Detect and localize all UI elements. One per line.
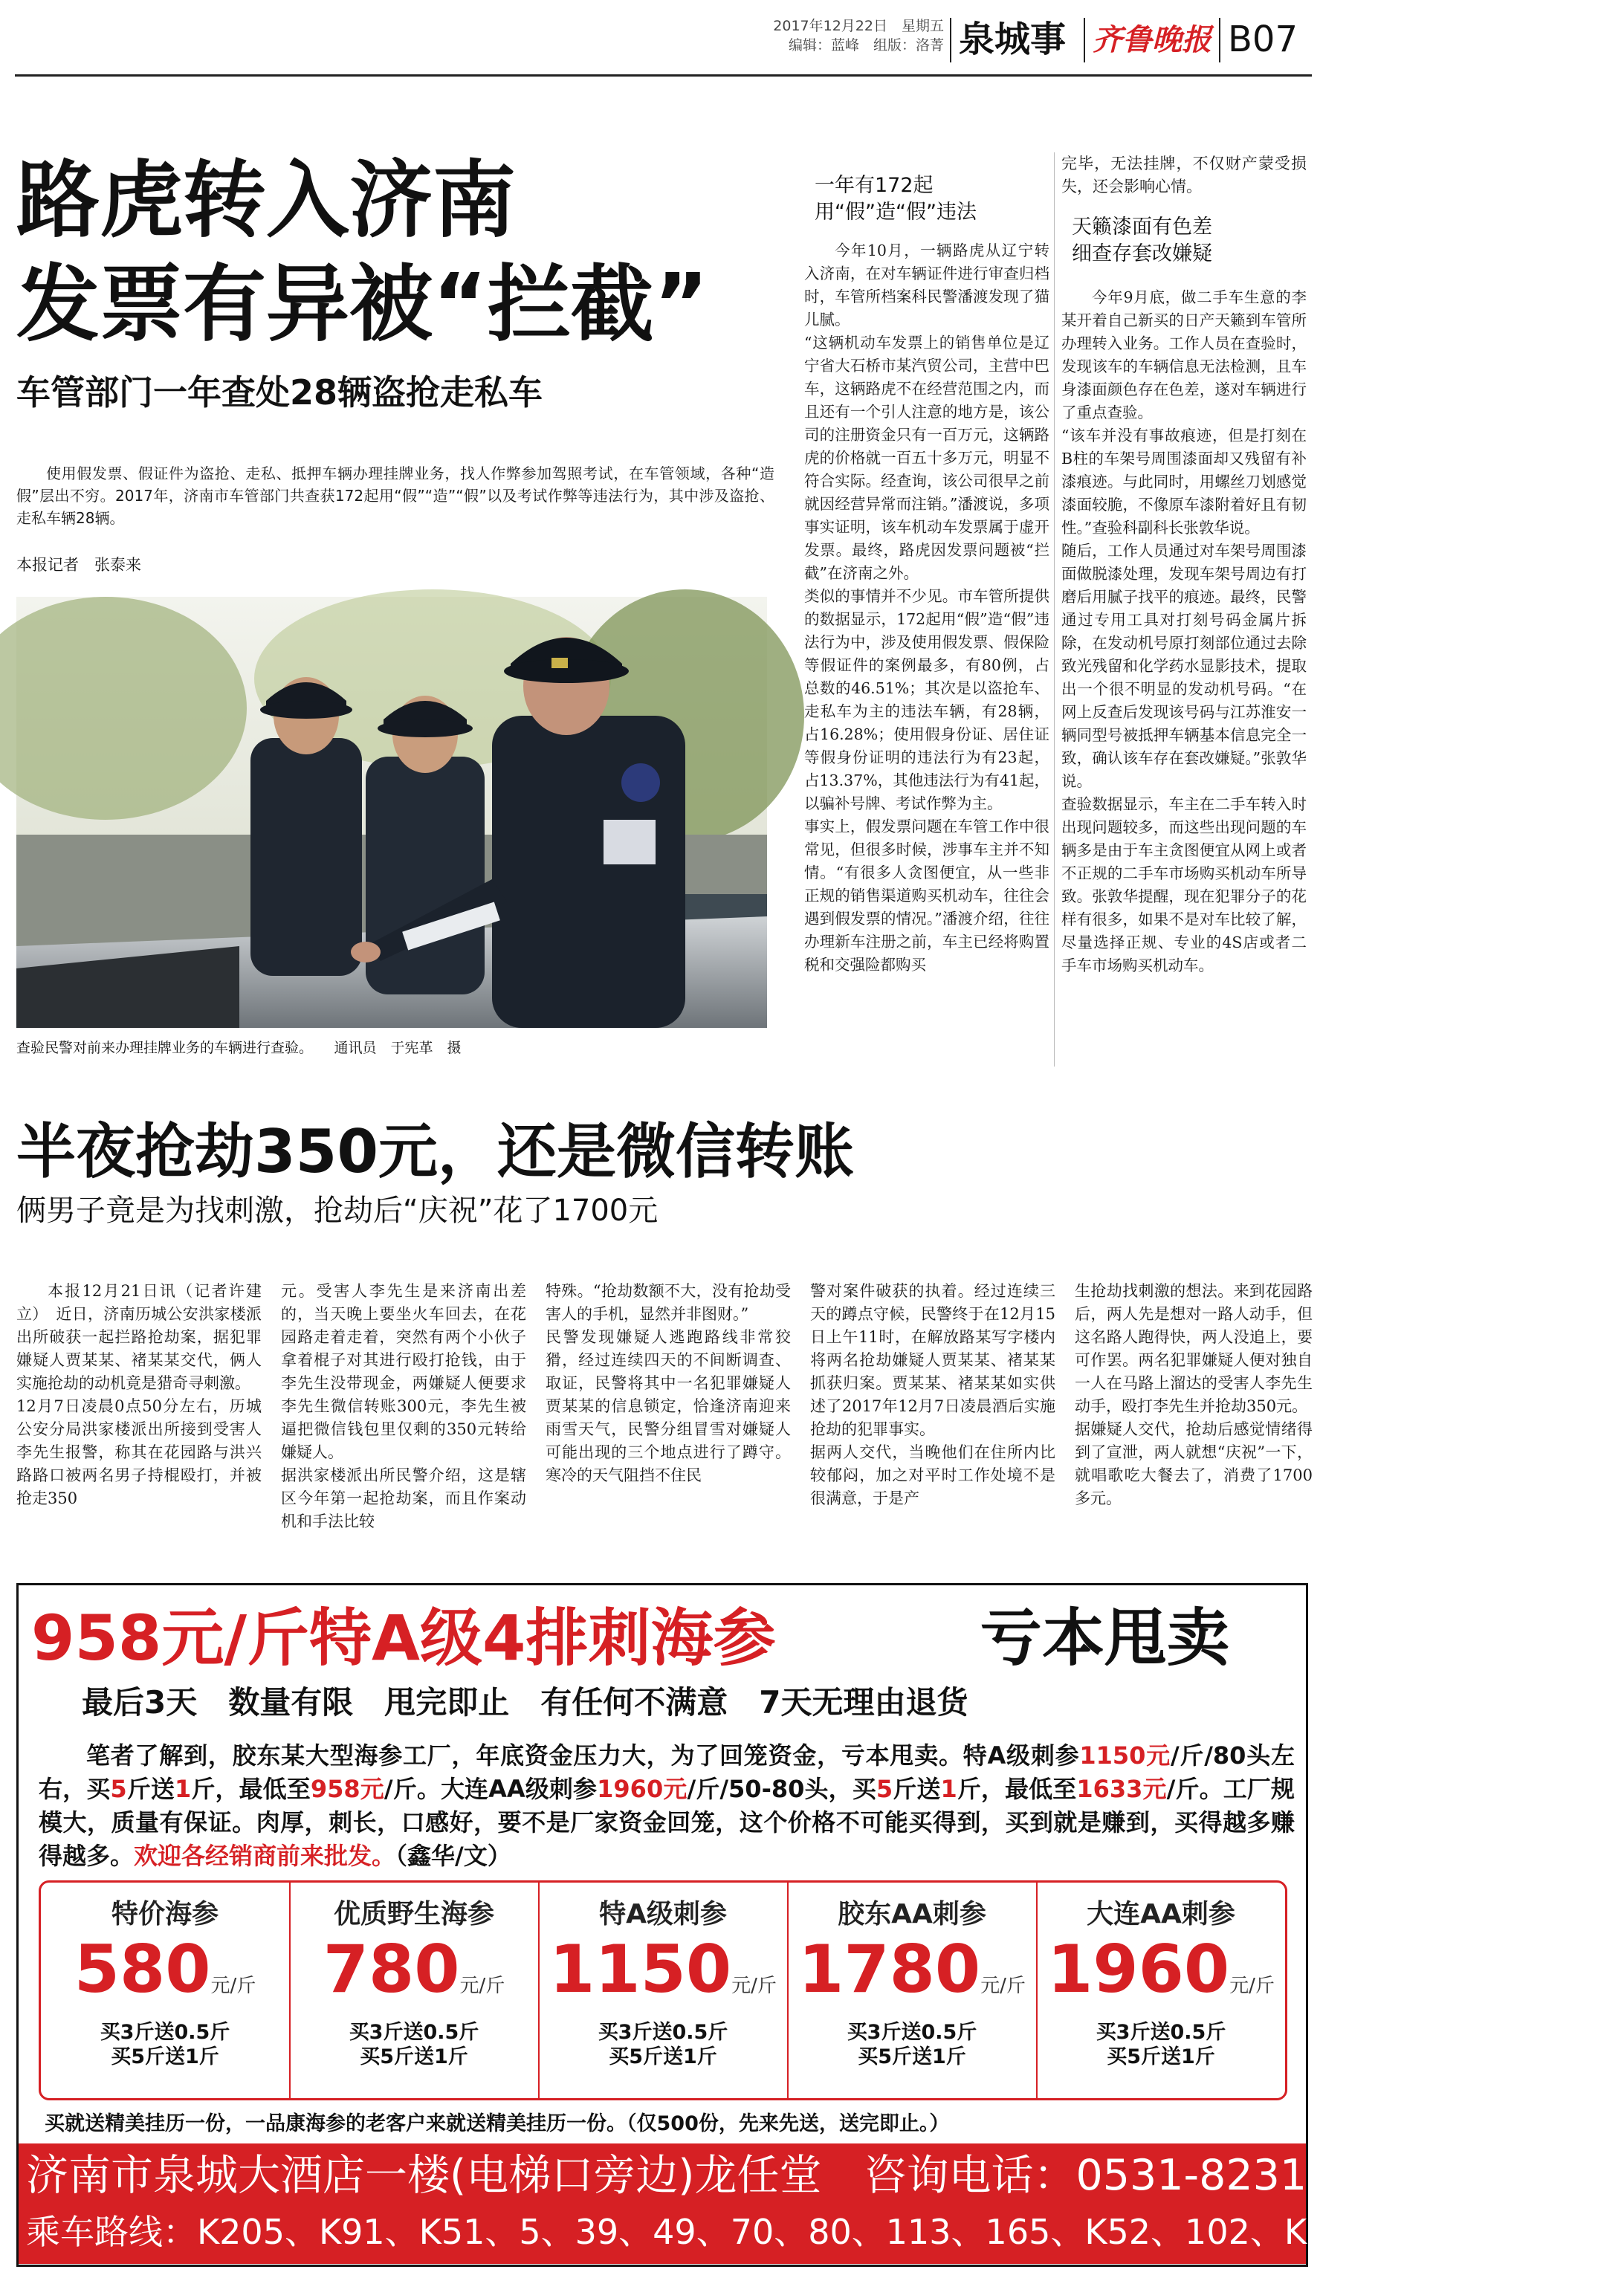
product-name: 特价海参 xyxy=(111,1899,219,1929)
article1-subhead1: 一年有172起 用“假”造“假”违法 xyxy=(815,174,977,224)
section-name: 泉城事 xyxy=(959,19,1067,60)
ad-body: 笔者了解到，胶东某大型海参工厂，年底资金压力大，为了回笼资金，亏本甩卖。特A级刺参1150元/斤/80头左右，买5斤送1斤，最低至958元/斤。大连AA级刺参1960元/斤/50-80头，买5斤送1斤，最低至1633元/斤。工厂规模大，质量有保证。肉厚，刺长，口感好，要不是厂家资金回笼，这个价格不可能买得到，买到就是赚到，买得越多赚得越多。欢迎各经销商前来批发。（鑫华/文） xyxy=(39,1741,1295,1870)
product-price: 580元/斤 xyxy=(74,1931,256,2007)
promo-line: 买3斤送0.5斤 xyxy=(598,2021,728,2044)
article1-body-col1: 今年10月，一辆路虎从辽宁转入济南，在对车辆证件进行审查归档时，车管所档案科民警潘渡发现了猫儿腻。 “这辆机动车发票上的销售单位是辽宁省大石桥市某汽贸公司，主营中巴车，这辆路虎不在经营范围之内，而且还有一个引人注意的地方是，该公司的注册资金只有一百万元，这辆路虎的价格就一百五十多万元，明显不符合实际。经查询，该公司很早之前就因经营异常而注销。”潘渡说，多项事实证明，该车机动车发票属于虚开发票。最终，路虎因发票问题被“拦截”在济南之外。 类似的事情并不少见。市车管所提供的数据显示，172起用“假”造“假”违法行为中，涉及使用假发票、假保险等假证件的案例最多，有80例，占总数的46.51%；其次是以盗抢车、走私车为主的违法车辆，有28辆，占16.28%；使用假身份证、居住证等假身份证明的违法行为有23起，占13.37%，其他违法行为有41起，以骗补号牌、考试作弊为主。 事实上，假发票问题在车管工作中很常见，但很多时候，涉事车主并不知情。“有很多人贪图便宜，从一些非正规的销售渠道购买机动车，往往会遇到假发票的情况。”潘渡介绍，往往办理新车注册之前，车主已经将购置税和交强险都购买 xyxy=(804,242,1049,974)
price-cell xyxy=(290,1883,540,2098)
product-name: 大连AA刺参 xyxy=(1087,1899,1235,1929)
promo-line: 买5斤送1斤 xyxy=(111,2045,219,2068)
price-table xyxy=(39,1880,1287,2100)
article2-title: 半夜抢劫350元，还是微信转账 xyxy=(16,1117,854,1186)
header-rule xyxy=(15,74,1312,77)
price-cell xyxy=(1037,1883,1285,2098)
header-divider xyxy=(1219,18,1220,62)
product-price: 1960元/斤 xyxy=(1047,1931,1275,2007)
article1-lead: 使用假发票、假证件为盗抢、走私、抵押车辆办理挂牌业务，找人作弊参加驾照考试，在车管领域，各种“造假”层出不穷。2017年，济南市车管部门共查获172起用“假”“造”“假”以及考试作弊等违法行为，其中涉及盗抢、走私车辆28辆。 xyxy=(16,465,774,527)
promo-line: 买3斤送0.5斤 xyxy=(847,2021,977,2044)
article2-body-col2: 元。受害人李先生是来济南出差的，当天晚上要坐火车回去，在花园路走着走着，突然有两个小伙子拿着棍子对其进行殴打抢钱，由于李先生没带现金，两嫌疑人便要求李先生微信转账300元，李先生被逼把微信钱包里仅剩的350元转给嫌疑人。 据洪家楼派出所民警介绍，这是辖区今年第一起抢劫案，而且作案动机和手法比较 xyxy=(281,1282,526,1530)
ad-headline-right: 亏本甩卖 xyxy=(980,1602,1230,1674)
ad-bus-routes: 乘车路线：K205、K91、K51、5、39、49、70、80、113、165、K52、102、K96到银座商城下车。 xyxy=(26,2212,1624,2252)
page-number: B07 xyxy=(1228,19,1298,60)
article2-body-col3: 特殊。“抢劫数额不大，没有抢劫受害人的手机，显然并非图财。” 民警发现嫌疑人逃跑路线非常狡猾，经过连续四天的不间断调查、取证，民警将其中一名犯罪嫌疑人贾某某的信息锁定，恰逢济南迎来雨雪天气，民警分组冒雪对嫌疑人可能出现的三个地点进行了蹲守。寒冷的天气阻挡不住民 xyxy=(546,1282,791,1484)
promo-line: 买3斤送0.5斤 xyxy=(100,2021,230,2044)
promo-line: 买5斤送1斤 xyxy=(1107,2045,1215,2068)
price-cell xyxy=(41,1883,291,2098)
product-price: 780元/斤 xyxy=(323,1931,505,2007)
police-inspection-photo xyxy=(16,597,767,1028)
product-name: 胶东AA刺参 xyxy=(838,1899,986,1929)
promo-line: 买3斤送0.5斤 xyxy=(349,2021,479,2044)
article2-body-col4: 警对案件破获的执着。经过连续三天的蹲点守候，民警终于在12月15日上午11时，在解放路某写字楼内将两名抢劫嫌疑人贾某某、褚某某抓获归案。贾某某、褚某某如实供述了2017年12月7日凌晨酒后实施抢劫的犯罪事实。 据两人交代，当晚他们在住所内比较郁闷，加之对平时工作处境不是很满意，于是产 xyxy=(810,1282,1055,1507)
article1-title-line1: 路虎转入济南 xyxy=(16,152,516,249)
article2-body-col5: 生抢劫找刺激的想法。来到花园路后，两人先是想对一路人动手，但这名路人跑得快，两人没追上，要可作罢。两名犯罪嫌疑人便对独自一人在马路上溜达的受害人李先生动手，殴打李先生并抢劫350元。 据嫌疑人交代，抢劫后感觉情绪得到了宣泄，两人就想“庆祝”一下，就唱歌吃大餐去了，消费了1700多元。 xyxy=(1075,1282,1313,1507)
product-price: 1780元/斤 xyxy=(798,1931,1026,2007)
promo-line: 买5斤送1斤 xyxy=(360,2045,468,2068)
column-divider xyxy=(1054,152,1055,1067)
price-cell xyxy=(788,1883,1038,2098)
ad-tagline: 最后3天 数量有限 甩完即止 有任何不满意 7天无理由退货 xyxy=(82,1684,968,1721)
article2-subtitle: 俩男子竟是为找刺激，抢劫后“庆祝”花了1700元 xyxy=(16,1194,659,1228)
article2-body-col1: 本报12月21日讯（记者许建立） 近日，济南历城公安洪家楼派出所破获一起拦路抢劫案，据犯罪嫌疑人贾某某、褚某某交代，俩人实施抢劫的动机竟是猎奇寻刺激。 12月7日凌晨0点50分左右，历城公安分局洪家楼派出所接到受害人李先生报警，称其在花园路与洪兴路路口被两名男子持棍殴打，并被抢走350 xyxy=(16,1282,262,1507)
promo-line: 买3斤送0.5斤 xyxy=(1096,2021,1226,2044)
article1-title-line2: 发票有异被“拦截” xyxy=(16,256,709,353)
article1-byline: 本报记者 张泰来 xyxy=(16,556,141,574)
header-date: 2017年12月22日 星期五 xyxy=(773,18,944,34)
ad-footer-banner xyxy=(19,2143,1624,2264)
product-price: 1150元/斤 xyxy=(549,1931,777,2007)
article1-subtitle: 车管部门一年查处28辆盗抢走私车 xyxy=(16,372,543,412)
price-cell xyxy=(539,1883,789,2098)
header-editors: 编辑：蓝峰 组版：洛菁 xyxy=(788,37,944,54)
ad-gift-line: 买就送精美挂历一份，一品康海参的老客户来就送精美挂历一份。（仅500份，先来先送，送完即止。） xyxy=(45,2112,950,2135)
newspaper-logo: 齐鲁晚报 xyxy=(1093,22,1211,57)
ad-address: 济南市泉城大酒店一楼(电梯口旁边)龙任堂 咨询电话：0531-82312157 xyxy=(26,2151,1415,2200)
header-divider xyxy=(950,18,951,62)
product-name: 特A级刺参 xyxy=(599,1899,727,1929)
product-name: 优质野生海参 xyxy=(333,1899,494,1929)
promo-line: 买5斤送1斤 xyxy=(609,2045,717,2068)
header-divider xyxy=(1084,18,1085,62)
article1-body-col2: 今年9月底，做二手车生意的李某开着自己新买的日产天籁到车管所办理转入业务。工作人员在查验时，发现该车的车辆信息无法检测，且车身漆面颜色存在色差，遂对车辆进行了重点查验。 “该车并没有事故痕迹，但是打刻在B柱的车架号周围漆面却又残留有补漆痕迹。与此同时，用螺丝刀划感觉漆面较脆，不像原车漆附着好且有韧性。”查验科副科长张敦华说。 随后，工作人员通过对车架号周围漆面做脱漆处理，发现车架号周边有打磨后用腻子找平的痕迹。最终，民警通过专用工具对打刻号码金属片拆除，在发动机号原打刻部位通过去除致光残留和化学药水显影技术，提取出一个很不明显的发动机号码。“在网上反查后发现该号码与江苏淮安一辆同型号被抵押车辆基本信息完全一致，确认该车存在套改嫌疑。”张敦华说。 查验数据显示，车主在二手车转入时出现问题较多，而这些出现问题的车辆多是由于车主贪图便宜从网上或者不正规的二手车市场购买机动车所导致。张敦华提醒，现在犯罪分子的花样有很多，如果不是对车比较了解，尽量选择正规、专业的4S店或者二手车市场购买机动车。 xyxy=(1061,288,1307,974)
promo-line: 买5斤送1斤 xyxy=(858,2045,966,2068)
article1-body-col2-top: 完毕，无法挂牌，不仅财产蒙受损失，还会影响心情。 xyxy=(1061,155,1307,195)
ad-headline: 958元/斤特A级4排刺海参 xyxy=(31,1602,776,1674)
article1-subhead2: 天籁漆面有色差 细查存套改嫌疑 xyxy=(1072,216,1212,265)
photo-caption: 查验民警对前来办理挂牌业务的车辆进行查验。 通讯员 于宪革 摄 xyxy=(16,1040,462,1056)
police-photo-illustration xyxy=(16,597,767,1028)
